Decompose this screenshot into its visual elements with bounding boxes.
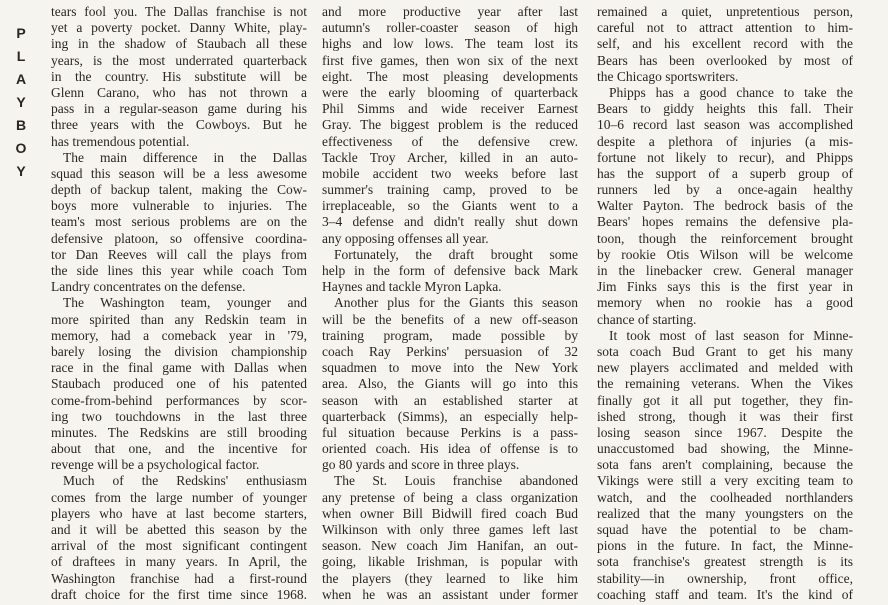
text-line: Staubach produced one of his patented: [51, 376, 307, 392]
text-line: squad have the potential to be cham-: [597, 522, 853, 537]
text-line: in the country. His substitute will be: [51, 68, 307, 84]
text-line: Phipps has a good chance to take the: [609, 84, 853, 100]
text-line: when owner Bill Bidwill fired coach Bud: [322, 505, 578, 521]
text-line: and it will be abetted this season by the: [51, 522, 307, 537]
text-line: mobile accident two weeks before last: [322, 165, 578, 181]
text-line: the players (they learned to like him: [322, 570, 578, 586]
text-line: The Washington team, younger and: [63, 295, 307, 311]
text-line: the Chicago sportswriters.: [597, 68, 739, 84]
text-line: sota franchise's greatest strength is its: [597, 554, 853, 570]
text-line: years, is the most underrated quarterback: [51, 52, 307, 68]
text-line: draft choice for the first time since 1968.: [51, 586, 307, 602]
text-line: Tackle Troy Archer, killed in an auto-: [322, 149, 578, 165]
text-line: ful situation because Perkins is a pass-: [322, 424, 578, 440]
text-line: Phil Simms and wide receiver Earnest: [322, 101, 578, 117]
text-line: finally got it all put together, they fin-: [597, 392, 853, 408]
text-line: eight. The most pleasing developments: [322, 68, 578, 84]
text-line: going, likable Irishman, is popular with: [322, 554, 578, 570]
text-line: go 80 yards and score in three plays.: [322, 457, 520, 473]
text-line: Jim Finks says this is the first year in: [597, 279, 853, 295]
text-line: sota coach Bud Grant to get his many: [597, 343, 853, 359]
text-line: arrival of the most significant contingent: [51, 538, 307, 554]
text-line: highs and low lows. The team lost its: [322, 36, 578, 52]
page-sidebar: [0, 0, 40, 605]
text-line: stability—in ownership, front office,: [597, 570, 853, 586]
text-line: quarterback (Simms), an especially help-: [322, 408, 578, 424]
text-line: yet a poverty pocket. Danny White, play-: [51, 20, 307, 36]
text-line: players who have at last become starters,: [51, 505, 307, 521]
article-column-1: [51, 4, 307, 603]
text-line: area. Also, the Giants will go into this: [322, 376, 578, 392]
text-line: Much of the Redskins' enthusiasm: [63, 473, 307, 489]
text-line: autumn's roller-coaster season of high: [322, 20, 578, 36]
text-line: ished strong, though it was their first: [597, 408, 853, 424]
text-line: oriented coach. His idea of offense is to: [322, 441, 578, 457]
text-line: the side lines this year while coach Tom: [51, 263, 307, 278]
text-line: three years with the Cowboys. But he: [51, 117, 307, 133]
text-line: comes from the large number of younger: [51, 489, 307, 505]
text-line: careful not to attract attention to him-: [597, 20, 853, 36]
article-column-3: [597, 4, 853, 603]
text-line: Haynes and tackle Myron Lapka.: [322, 279, 502, 295]
text-line: 10–6 record last season was accomplished: [597, 117, 853, 133]
text-line: boys more vulnerable to injuries. The: [51, 198, 307, 214]
text-line: tears fool you. The Dallas franchise is not: [51, 4, 307, 19]
text-line: sota fans aren't complaining, because the: [597, 457, 853, 473]
text-line: has tremendous potential.: [51, 133, 190, 149]
text-line: revenge will be a psychological factor.: [51, 457, 260, 473]
text-line: self, and his excellent record with the: [597, 36, 853, 52]
text-line: has the support of a superb group of: [597, 165, 853, 181]
text-line: losing season since 1967. Despite the: [597, 424, 853, 440]
text-line: Walter Payton. The bedrock basis of the: [597, 198, 853, 214]
text-line: Vikings were still a very exciting team to: [597, 473, 853, 489]
text-line: minutes. The Redskins are still brooding: [51, 424, 307, 440]
text-line: of draftees in many years. In April, the: [51, 554, 307, 570]
text-line: new players acclimated and melded with: [597, 360, 853, 376]
text-line: despite a plethora of injuries (a mis-: [597, 133, 853, 149]
text-line: ing in the shadow of Staubach all these: [51, 36, 307, 52]
text-line: more spirited than any Redskin team in: [51, 311, 307, 327]
text-line: watch, and the coolheaded northlanders: [597, 489, 853, 505]
text-line: will be the benefits of a new off-season: [322, 311, 578, 327]
text-line: race in the final game with Dallas when: [51, 360, 307, 376]
text-line: 3–4 defense and didn't really shut down: [322, 214, 578, 230]
magazine-name: P L A Y B O Y: [15, 25, 27, 179]
text-line: The main difference in the Dallas: [63, 149, 307, 165]
text-line: effectiveness of the defensive crew.: [322, 133, 578, 149]
text-line: Gray. The biggest problem is the reduced: [322, 117, 578, 133]
text-line: squad this season will be a less awesome: [51, 165, 307, 181]
text-line: summer's training camp, proved to be: [322, 182, 578, 198]
text-line: come-from-behind performances by scor-: [51, 392, 307, 408]
text-line: Bears to giddy heights this fall. Their: [597, 101, 853, 117]
text-line: Fortunately, the draft brought some: [334, 246, 578, 262]
text-line: any pretense of being a class organization: [322, 489, 578, 505]
text-line: barely losing the division championship: [51, 343, 307, 359]
text-line: by rookie Otis Wilson will be welcome: [597, 246, 853, 262]
text-line: runners led by a once-again healthy: [597, 182, 853, 198]
article-column-2: [322, 4, 578, 603]
text-line: unaccustomed bad showing, the Minne-: [597, 441, 853, 457]
text-line: depth of backup talent, making the Cow-: [51, 182, 307, 198]
text-line: coach Ray Perkins' persuasion of 32: [322, 343, 578, 359]
text-line: when he was an assistant under former: [322, 586, 578, 602]
text-line: Another plus for the Giants this season: [334, 295, 578, 311]
text-line: Wilkinson with only three games left last: [322, 522, 578, 537]
text-line: fortune not likely to recur), and Phipps: [597, 149, 853, 165]
text-line: Washington franchise had a first-round: [51, 570, 307, 586]
text-line: squadmen to move into the New York: [322, 360, 578, 376]
text-line: The St. Louis franchise abandoned: [334, 473, 578, 489]
text-line: chance of starting.: [597, 311, 697, 327]
text-line: realized that the many youngsters on the: [597, 505, 853, 521]
text-line: Bears has been overlooked by most of: [597, 52, 853, 68]
text-line: defensive platoon, so offensive coordina-: [51, 230, 307, 246]
text-line: any opposing offenses all year.: [322, 230, 489, 246]
text-line: in the linebacker crew. General manager: [597, 263, 853, 278]
text-line: team's most serious problems are on the: [51, 214, 307, 230]
text-line: were the early blooming of quarterback: [322, 84, 578, 100]
text-line: irreplaceable, so the Giants went to a: [322, 198, 578, 214]
text-line: Bears' hopes remains the defensive pla-: [597, 214, 853, 230]
text-line: memory when no rookie has a good: [597, 295, 853, 311]
text-line: Glenn Carano, who has not thrown a: [51, 84, 307, 100]
text-line: about that one, and the incentive for: [51, 441, 307, 457]
text-line: ing two touchdowns in the last three: [51, 408, 307, 424]
text-line: help in the form of defensive back Mark: [322, 263, 578, 278]
text-line: It took most of last season for Minne-: [609, 327, 853, 343]
text-line: pions in the future. In fact, the Minne-: [597, 538, 853, 554]
text-line: season. New coach Jim Hanifan, an out-: [322, 538, 578, 554]
text-line: coaching staff and team. It's the kind of: [597, 586, 853, 602]
text-line: the remaining veterans. When the Vikes: [597, 376, 853, 392]
text-line: toon, though the reinforcement brought: [597, 230, 853, 246]
text-line: remained a quiet, unpretentious person,: [597, 4, 853, 19]
text-line: season with an established starter at: [322, 392, 578, 408]
text-line: memory, had a comeback year in '79,: [51, 327, 307, 343]
text-line: training program, made possible by: [322, 327, 578, 343]
text-line: pass in a regular-season game during his: [51, 101, 307, 117]
text-line: first five games, then won six of the next: [322, 52, 578, 68]
text-line: tor Dan Reeves will call the plays from: [51, 246, 307, 262]
text-line: Landry concentrates on the defense.: [51, 279, 246, 295]
text-line: and more productive year after last: [322, 4, 578, 19]
